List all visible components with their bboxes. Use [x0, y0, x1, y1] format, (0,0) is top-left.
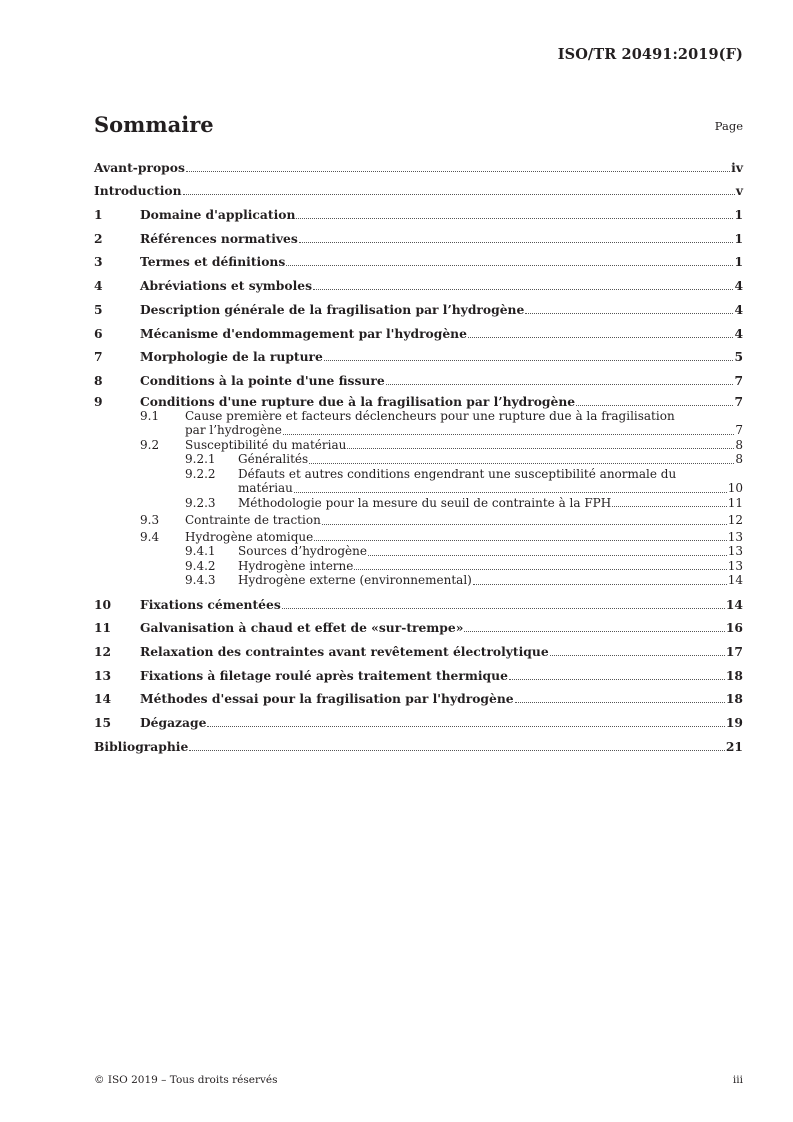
toc-entry-number: 8: [94, 372, 103, 388]
dot-leader: [473, 584, 727, 585]
toc-entry-9-4-3[interactable]: [94, 573, 743, 588]
dot-leader: [207, 726, 724, 727]
toc-entry-text: Hydrogène atomique: [185, 529, 314, 544]
toc-entry-number: 4: [94, 278, 103, 294]
toc-entry-text-line1: Cause première et facteurs déclencheurs pour une rupture due à la fragilisation: [185, 408, 675, 423]
dot-leader: [368, 555, 727, 556]
dot-leader: [386, 384, 734, 385]
toc-entry-number: 6: [94, 325, 103, 341]
toc-entry-text-line2: matériau: [238, 481, 293, 496]
toc-entry-text: Fixations à filetage roulé après traitement thermique: [140, 667, 508, 683]
toc-entry-text: Mécanisme d'endommagement par l'hydrogène: [140, 325, 467, 341]
toc-entry-text: Hydrogène externe (environnemental): [238, 573, 472, 588]
dot-leader: [515, 702, 725, 703]
toc-entry-page: 7: [734, 372, 743, 388]
toc-entry-text: Hydrogène interne: [238, 558, 354, 573]
toc-entry-page: 13: [727, 544, 743, 559]
toc-entry-page: 4: [734, 278, 743, 294]
dot-leader: [183, 194, 735, 195]
toc-entry-page: 13: [727, 529, 743, 544]
toc-entry-text: Susceptibilité du matériau: [185, 437, 347, 452]
toc-entry-number: 9.2.2: [185, 466, 216, 481]
toc-entry-page: 1: [734, 254, 743, 270]
page-column-label: Page: [714, 119, 743, 133]
dot-leader: [468, 337, 734, 338]
toc-entry-page: 13: [727, 558, 743, 573]
toc-entry-number: 9.2.1: [185, 452, 216, 467]
toc-entry-page: 1: [734, 230, 743, 246]
toc-entry-number: 14: [94, 691, 112, 707]
toc-entry-page: 7: [735, 423, 743, 438]
toc-entry-avant-propos[interactable]: [94, 151, 743, 175]
toc-entry-page: 8: [735, 452, 743, 467]
dot-leader: [550, 655, 725, 656]
toc-entry-page: 4: [734, 325, 743, 341]
toc-entry-8[interactable]: [94, 364, 743, 388]
toc-entry-page: 17: [725, 643, 743, 659]
toc-entry-number: 9.4.3: [185, 573, 216, 588]
toc-entry-number: 9.4.1: [185, 544, 216, 559]
dot-leader: [354, 569, 726, 570]
toc-entry-number: 9.2.3: [185, 495, 216, 510]
toc-entry-introduction[interactable]: [94, 175, 743, 199]
toc-entry-text: Dégazage: [140, 715, 207, 730]
toc-entry-text: Contrainte de traction: [185, 513, 321, 528]
toc-entry-number: 11: [94, 620, 112, 636]
toc-entry-page: 12: [727, 513, 743, 528]
toc-entry-page: 8: [735, 437, 743, 452]
toc-entry-number: 12: [94, 643, 112, 659]
toc-entry-number: 9.4: [140, 529, 160, 544]
toc-entry-text: Relaxation des contraintes avant revêtement électrolytique: [140, 643, 549, 659]
toc-entry-4[interactable]: [94, 269, 743, 293]
toc-entry-text: Description générale de la fragilisation par l’hydrogène: [140, 301, 525, 317]
toc-entry-page: 21: [725, 738, 743, 754]
toc-entry-text: Conditions à la pointe d'une fissure: [140, 372, 385, 388]
toc-entry-text: Bibliographie: [94, 738, 189, 754]
dot-leader: [322, 524, 727, 525]
toc-entry-10[interactable]: [94, 588, 743, 612]
document-code: ISO/TR 20491:2019(F): [557, 46, 743, 63]
toc-entry-text: Conditions d'une rupture due à la fragilisation par l’hydrogène: [140, 393, 576, 409]
toc-entry-text: Introduction: [94, 183, 182, 199]
dot-leader: [324, 360, 734, 361]
toc-entry-number: 15: [94, 715, 112, 730]
toc-entry-number: 1: [94, 207, 103, 223]
toc-entry-number: 7: [94, 349, 103, 365]
toc-entry-text-line2: par l’hydrogène: [185, 423, 282, 438]
dot-leader: [189, 750, 725, 751]
toc-entry-number: 9.4.2: [185, 558, 216, 573]
toc-entry-number: 13: [94, 667, 112, 683]
toc-entry-9[interactable]: [94, 388, 743, 409]
toc-entry-number: 5: [94, 301, 103, 317]
toc-entry-7[interactable]: [94, 341, 743, 365]
dot-leader: [576, 405, 733, 406]
toc-entry-14[interactable]: [94, 683, 743, 707]
toc-entry-5[interactable]: [94, 293, 743, 317]
dot-leader: [299, 242, 734, 243]
toc-entry-number: 2: [94, 230, 103, 246]
toc-entry-number: 3: [94, 254, 103, 270]
toc-entry-13[interactable]: [94, 659, 743, 683]
dot-leader: [313, 289, 733, 290]
dot-leader: [296, 218, 733, 219]
toc-entry-text: Sources d’hydrogène: [238, 544, 367, 559]
toc-entry-page: 1: [734, 207, 743, 223]
page-title: Sommaire: [94, 112, 214, 137]
toc-entry-page: 5: [734, 349, 743, 365]
dot-leader: [347, 448, 734, 449]
dot-leader: [186, 171, 730, 172]
toc-entry-text: Galvanisation à chaud et effet de «sur-trempe»: [140, 620, 464, 636]
toc-entry-page: 7: [734, 393, 743, 409]
toc-entry-page: 16: [725, 620, 743, 636]
toc-entry-6[interactable]: [94, 317, 743, 341]
toc-entry-text: Méthodologie pour la mesure du seuil de contrainte à la FPH: [238, 495, 612, 510]
table-of-contents: [94, 151, 743, 754]
toc-entry-text: Morphologie de la rupture: [140, 349, 323, 365]
toc-entry-page: iv: [731, 159, 743, 175]
toc-entry-page: 14: [725, 596, 743, 612]
toc-entry-9-4[interactable]: [94, 530, 743, 545]
toc-entry-page: v: [735, 183, 743, 199]
toc-entry-text: Fixations cémentées: [140, 596, 281, 612]
toc-entry-number: 9.2: [140, 437, 160, 452]
toc-entry-15[interactable]: [94, 706, 743, 730]
dot-leader: [286, 265, 733, 266]
toc-entry-9-2[interactable]: [94, 438, 743, 453]
toc-entry-page: 14: [727, 573, 743, 588]
toc-entry-text-line1: Défauts et autres conditions engendrant une susceptibilité anormale du: [238, 466, 677, 481]
toc-entry-9-3[interactable]: [94, 513, 743, 528]
toc-entry-page: 18: [725, 691, 743, 707]
dot-leader: [283, 434, 735, 435]
footer-page-number: iii: [732, 1074, 743, 1086]
toc-entry-number: 9: [94, 393, 103, 409]
toc-entry-text: Avant-propos: [94, 159, 185, 175]
toc-entry-12[interactable]: [94, 635, 743, 659]
toc-entry-3[interactable]: [94, 246, 743, 270]
toc-entry-page: 10: [727, 481, 743, 496]
dot-leader: [314, 540, 726, 541]
toc-entry-11[interactable]: [94, 612, 743, 636]
toc-entry-bibliographie[interactable]: [94, 730, 743, 754]
toc-entry-9-2-3[interactable]: [94, 496, 743, 511]
toc-entry-text: Abréviations et symboles: [140, 278, 313, 294]
dot-leader: [282, 608, 725, 609]
dot-leader: [525, 313, 733, 314]
dot-leader: [309, 463, 734, 464]
toc-entry-text: Termes et définitions: [140, 254, 286, 270]
toc-entry-number: 9.3: [140, 513, 160, 528]
dot-leader: [612, 506, 727, 507]
toc-entry-text: Références normatives: [140, 230, 298, 246]
toc-entry-page: 11: [727, 495, 743, 510]
dot-leader: [464, 631, 724, 632]
footer-copyright: © ISO 2019 – Tous droits réservés: [94, 1074, 278, 1086]
toc-entry-9-2-2[interactable]: [94, 467, 743, 496]
toc-entry-number: 9.1: [140, 408, 160, 423]
toc-entry-9-4-1[interactable]: [94, 544, 743, 559]
toc-entry-page: 18: [725, 667, 743, 683]
dot-leader: [509, 679, 725, 680]
toc-entry-text: Méthodes d'essai pour la fragilisation par l'hydrogène: [140, 691, 514, 707]
toc-entry-number: 10: [94, 596, 112, 612]
toc-entry-text: Domaine d'application: [140, 207, 296, 223]
toc-entry-1[interactable]: [94, 198, 743, 222]
toc-entry-9-4-2[interactable]: [94, 559, 743, 574]
toc-entry-2[interactable]: [94, 222, 743, 246]
toc-entry-page: 4: [734, 301, 743, 317]
toc-entry-9-1[interactable]: [94, 409, 743, 438]
toc-entry-page: 19: [725, 715, 743, 730]
dot-leader: [294, 492, 727, 493]
toc-entry-9-2-1[interactable]: [94, 452, 743, 467]
toc-entry-text: Généralités: [238, 452, 309, 467]
